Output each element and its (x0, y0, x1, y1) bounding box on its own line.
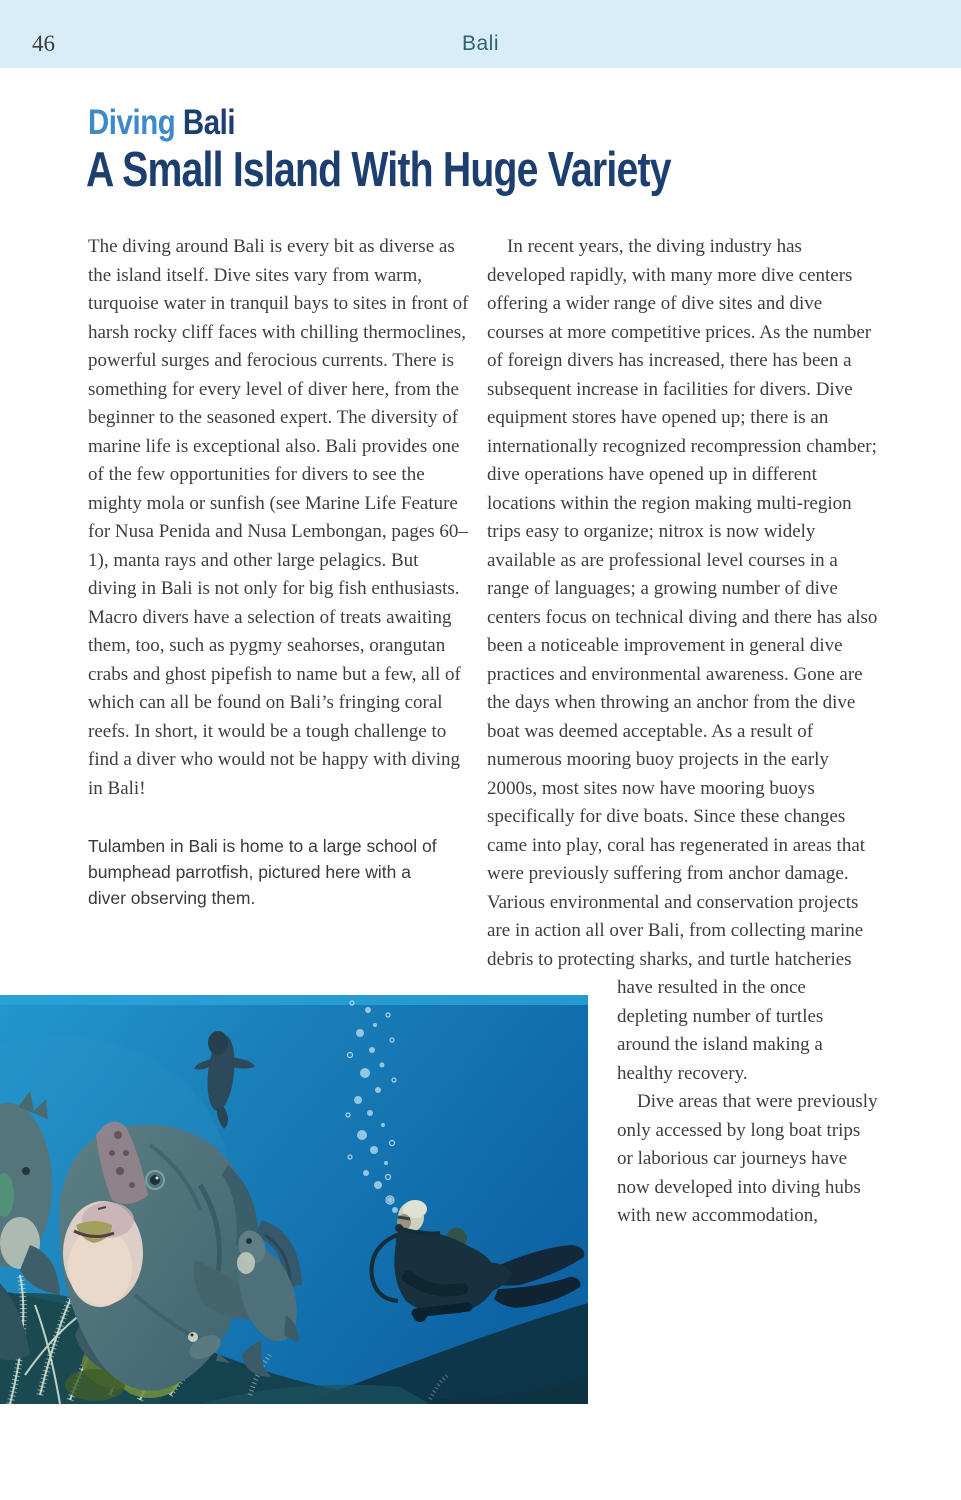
left-column (88, 233, 471, 911)
underwater-photo-illustration (0, 995, 588, 1404)
chapter-kicker (88, 103, 235, 143)
right-column-paragraph-2: Dive areas that were previously only accessed by long boat trips or laborious car journeys have now developed into diving hubs with new accommodation, (617, 1091, 878, 1226)
photo-caption: Tulamben in Bali is home to a large school of bumphead parrotfish, pictured here with a diver observing them. (88, 836, 437, 908)
running-head: Bali (461, 32, 500, 55)
page-number: 46 (32, 31, 55, 56)
left-column-paragraph: The diving around Bali is every bit as diverse as the island itself. Dive sites vary from warm, turquoise water in tranquil bays to sites in front of harsh rocky cliff faces with chilling thermoclines, powerful surges and ferocious currents. There is something for every level of diver here, from the beginner to the seasoned expert. The diversity of marine life is exceptional also. Bali provides one of the few opportunities for divers to see the mighty mola or sunfish (see Marine Life Feature for Nusa Penida and Nusa Lembongan, pages 60–1), manta rays and other large pelagics. But diving in Bali is not only for big fish enthusiasts. Macro divers have a selection of treats awaiting them, too, such as pygmy seahorses, orangutan crabs and ghost pipefish to name but a few, all of which can all be found on Bali’s fringing coral reefs. In short, it would be a tough challenge to find a diver who would not be happy with diving in Bali! (88, 236, 469, 799)
running-header-band (0, 0, 961, 68)
kicker-rest: Bali (182, 103, 236, 142)
kicker-highlight: Diving (88, 103, 176, 142)
page-title: A Small Island With Huge Variety (86, 143, 671, 197)
underwater-photo (0, 995, 588, 1404)
right-column-paragraph-1: In recent years, the diving industry has developed rapidly, with many more dive centers offering a wider range of dive sites and dive courses at more competitive prices. As the number of foreign divers has increased, there has been a subsequent increase in facilities for divers. Dive equipment stores have opened up; there is an internationally recognized recompression chamber; dive operations have opened up in different locations within the region making multi-region trips easy to organize; nitrox is now widely available as are professional level courses in a range of languages; a growing number of dive centers focus on technical diving and there has also been a noticeable improvement in general dive practices and environmental awareness. Gone are the days when throwing an anchor from the dive boat was deemed acceptable. As a result of numerous mooring buoy projects in the early 2000s, most sites now have mooring buoys specifically for dive boats. Since these changes came into play, coral has regenerated in areas that were previously suffering from anchor damage. Various environmental and conservation projects are in action all over Bali, from collecting marine debris to protecting sharks, and turtle hatcheries have resulted in the once depleting number of turtles around the island making a healthy recovery. (487, 236, 878, 1084)
